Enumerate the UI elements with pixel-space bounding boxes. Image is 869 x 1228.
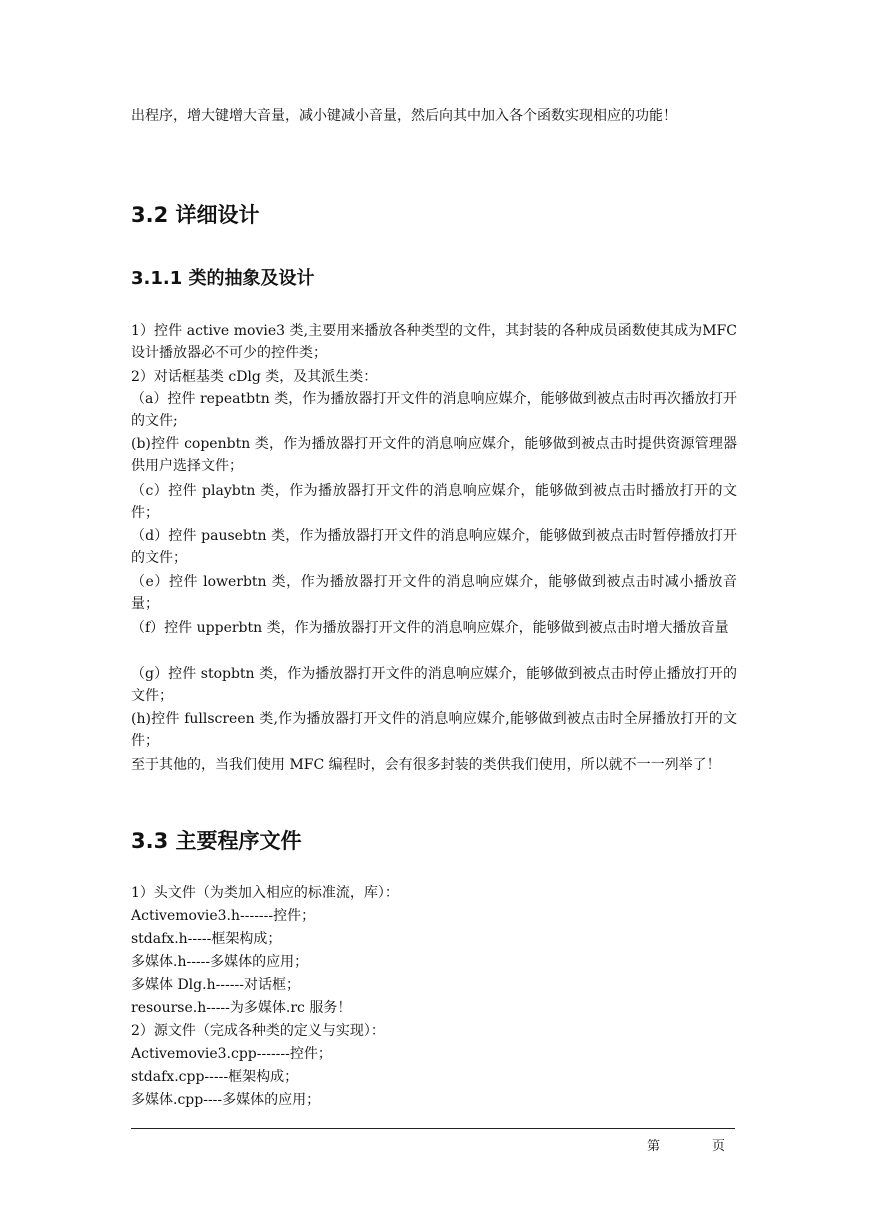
file-list-line: 多媒体.cpp----多媒体的应用； bbox=[131, 1092, 321, 1108]
paragraph: (h)控件 fullscreen 类,作为播放器打开文件的消息响应媒介,能够做到被点击时全屏播放打开的文件； bbox=[131, 711, 737, 749]
paragraph: 2）对话框基类 cDlg 类，及其派生类： bbox=[131, 369, 378, 385]
heading-3-2: 3.2 详细设计 bbox=[131, 203, 260, 227]
footer-rule bbox=[131, 1128, 735, 1129]
paragraph: （e）控件 lowerbtn 类，作为播放器打开文件的消息响应媒介，能够做到被点击时减小播放音量； bbox=[131, 574, 737, 612]
file-list-line: 多媒体.h-----多媒体的应用； bbox=[131, 954, 309, 970]
paragraph: (b)控件 copenbtn 类，作为播放器打开文件的消息响应媒介，能够做到被点击时提供资源管理器供用户选择文件； bbox=[131, 436, 737, 474]
paragraph: 至于其他的，当我们使用 MFC 编程时，会有很多封装的类供我们使用，所以就不一一列举了！ bbox=[131, 757, 721, 773]
footer-page-prefix: 第 bbox=[647, 1139, 661, 1154]
paragraph: 1）控件 active movie3 类,主要用来播放各种类型的文件，其封装的各种成员函数使其成为MFC 设计播放器必不可少的控件类； bbox=[131, 323, 737, 361]
file-list-line: Activemovie3.h-------控件； bbox=[131, 908, 316, 924]
file-list-line: resourse.h-----为多媒体.rc 服务！ bbox=[131, 1000, 352, 1016]
paragraph: （f）控件 upperbtn 类，作为播放器打开文件的消息响应媒介，能够做到被点击时增大播放音量 bbox=[131, 620, 729, 636]
file-list-line: stdafx.h-----框架构成； bbox=[131, 931, 282, 947]
file-list-line: 2）源文件（完成各种类的定义与实现）： bbox=[131, 1023, 385, 1039]
paragraph: （d）控件 pausebtn 类，作为播放器打开文件的消息响应媒介，能够做到被点击时暂停播放打开的文件； bbox=[131, 528, 737, 566]
heading-3-3: 3.3 主要程序文件 bbox=[131, 829, 302, 853]
intro-line: 出程序，增大键增大音量，减小键减小音量，然后向其中加入各个函数实现相应的功能！ bbox=[131, 108, 677, 124]
file-list-line: stdafx.cpp-----框架构成； bbox=[131, 1069, 299, 1085]
file-list-line: 多媒体 Dlg.h------对话框； bbox=[131, 977, 300, 993]
paragraph: （a）控件 repeatbtn 类，作为播放器打开文件的消息响应媒介，能够做到被点击时再次播放打开的文件; bbox=[131, 391, 737, 429]
footer-page-suffix: 页 bbox=[712, 1139, 726, 1154]
paragraph: （c）控件 playbtn 类，作为播放器打开文件的消息响应媒介，能够做到被点击时播放打开的文件； bbox=[131, 483, 737, 521]
paragraph: （g）控件 stopbtn 类，作为播放器打开文件的消息响应媒介，能够做到被点击时停止播放打开的文件； bbox=[131, 666, 737, 704]
file-list-line: 1）头文件（为类加入相应的标准流，库）： bbox=[131, 885, 399, 901]
heading-3-1-1: 3.1.1 类的抽象及设计 bbox=[131, 268, 315, 289]
file-list-line: Activemovie3.cpp-------控件； bbox=[131, 1046, 332, 1062]
